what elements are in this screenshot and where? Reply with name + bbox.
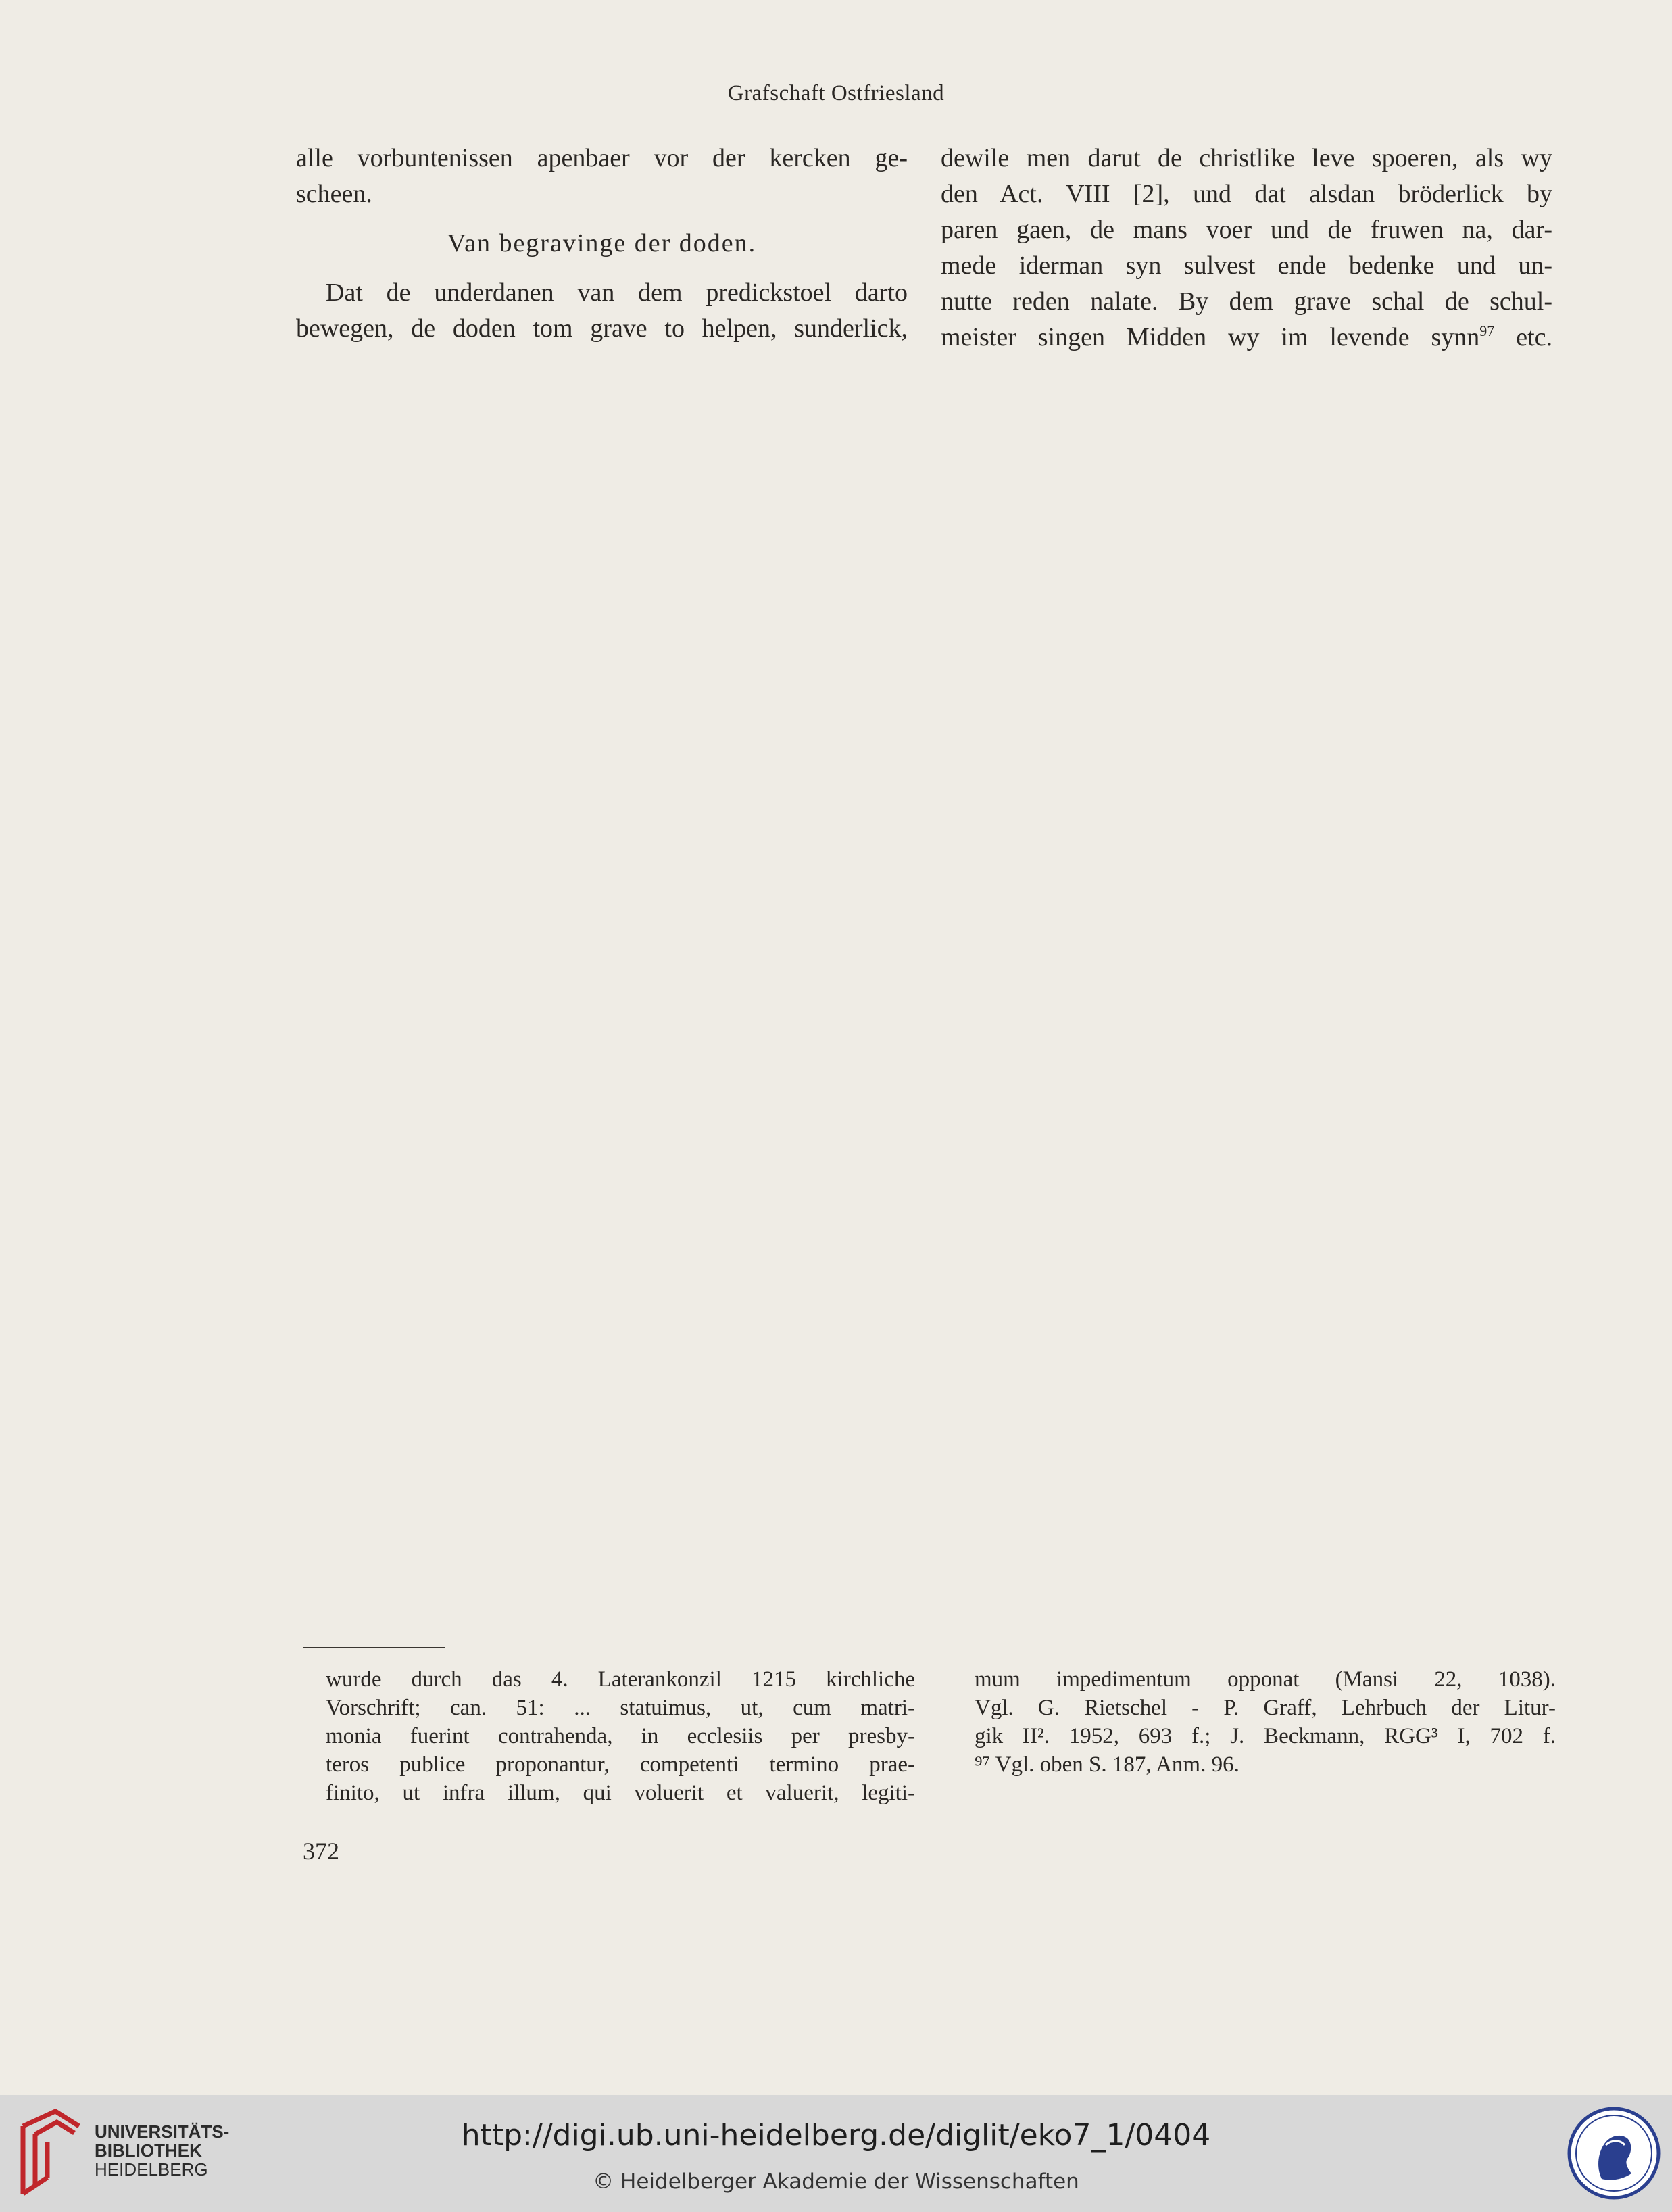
footnote-marker: 97 bbox=[1479, 322, 1495, 339]
right-column bbox=[941, 141, 1552, 355]
text-fragment: meister singen Midden wy im levende synn bbox=[941, 323, 1480, 351]
text-line: mede iderman syn sulvest ende bedenke und un- bbox=[941, 251, 1552, 280]
footnotes-right bbox=[975, 1665, 1556, 1779]
institution-line: BIBLIOTHEK bbox=[95, 2140, 202, 2161]
footer-bar bbox=[0, 2095, 1672, 2212]
running-head: Grafschaft Ostfriesland bbox=[727, 81, 945, 105]
text-line-with-footnote bbox=[941, 320, 1552, 355]
permalink-url[interactable]: http://digi.ub.uni-heidelberg.de/diglit/eko7_1/0404 bbox=[461, 2118, 1211, 2153]
text-line: paren gaen, de mans voer und de fruwen na, dar- bbox=[941, 216, 1552, 244]
footnote-line: ⁹⁷ Vgl. oben S. 187, Anm. 96. bbox=[975, 1752, 1239, 1777]
footnotes-left bbox=[326, 1665, 915, 1807]
text-line: bewegen, de doden tom grave to helpen, sunderlick, bbox=[296, 314, 908, 343]
footnote-line: Vgl. G. Rietschel - P. Graff, Lehrbuch der Litur- bbox=[975, 1696, 1556, 1720]
footnote-line: monia fuerint contrahenda, in ecclesiis per presby- bbox=[326, 1724, 915, 1748]
text-line: Dat de underdanen van dem predickstoel darto bbox=[326, 278, 908, 307]
institution-line: HEIDELBERG bbox=[95, 2159, 208, 2180]
footnote-line: mum impedimentum opponat (Mansi 22, 1038). bbox=[975, 1667, 1556, 1692]
footnote-line: Vorschrift; can. 51: ... statuimus, ut, cum matri- bbox=[326, 1696, 915, 1720]
footnote-line: gik II². 1952, 693 f.; J. Beckmann, RGG³ I, 702 f. bbox=[975, 1724, 1556, 1748]
footnote-line: wurde durch das 4. Laterankonzil 1215 kirchliche bbox=[326, 1667, 915, 1692]
institution-line: UNIVERSITÄTS- bbox=[95, 2121, 230, 2142]
text-line: den Act. VIII [2], und dat alsdan bröderlick by bbox=[941, 180, 1552, 208]
footnote-line: finito, ut infra illum, qui voluerit et valuerit, legiti- bbox=[326, 1781, 915, 1805]
text-line: alle vorbuntenissen apenbaer vor der kercken ge- bbox=[296, 144, 908, 172]
text-line: scheen. bbox=[296, 180, 372, 208]
text-line: dewile men darut de christlike leve spoeren, als wy bbox=[941, 144, 1552, 172]
text-line: nutte reden nalate. By dem grave schal de schul- bbox=[941, 287, 1552, 316]
academy-seal-icon bbox=[1567, 2106, 1661, 2201]
footnote-line: teros publice proponantur, competenti termino prae- bbox=[326, 1752, 915, 1777]
text-fragment: etc. bbox=[1494, 323, 1552, 351]
copyright-notice: © Heidelberger Akademie der Wissenschaften bbox=[593, 2169, 1079, 2194]
section-heading: Van begravinge der doden. bbox=[447, 229, 757, 257]
page-number: 372 bbox=[303, 1838, 339, 1865]
footnote-rule bbox=[303, 1647, 445, 1648]
left-column bbox=[296, 141, 908, 347]
